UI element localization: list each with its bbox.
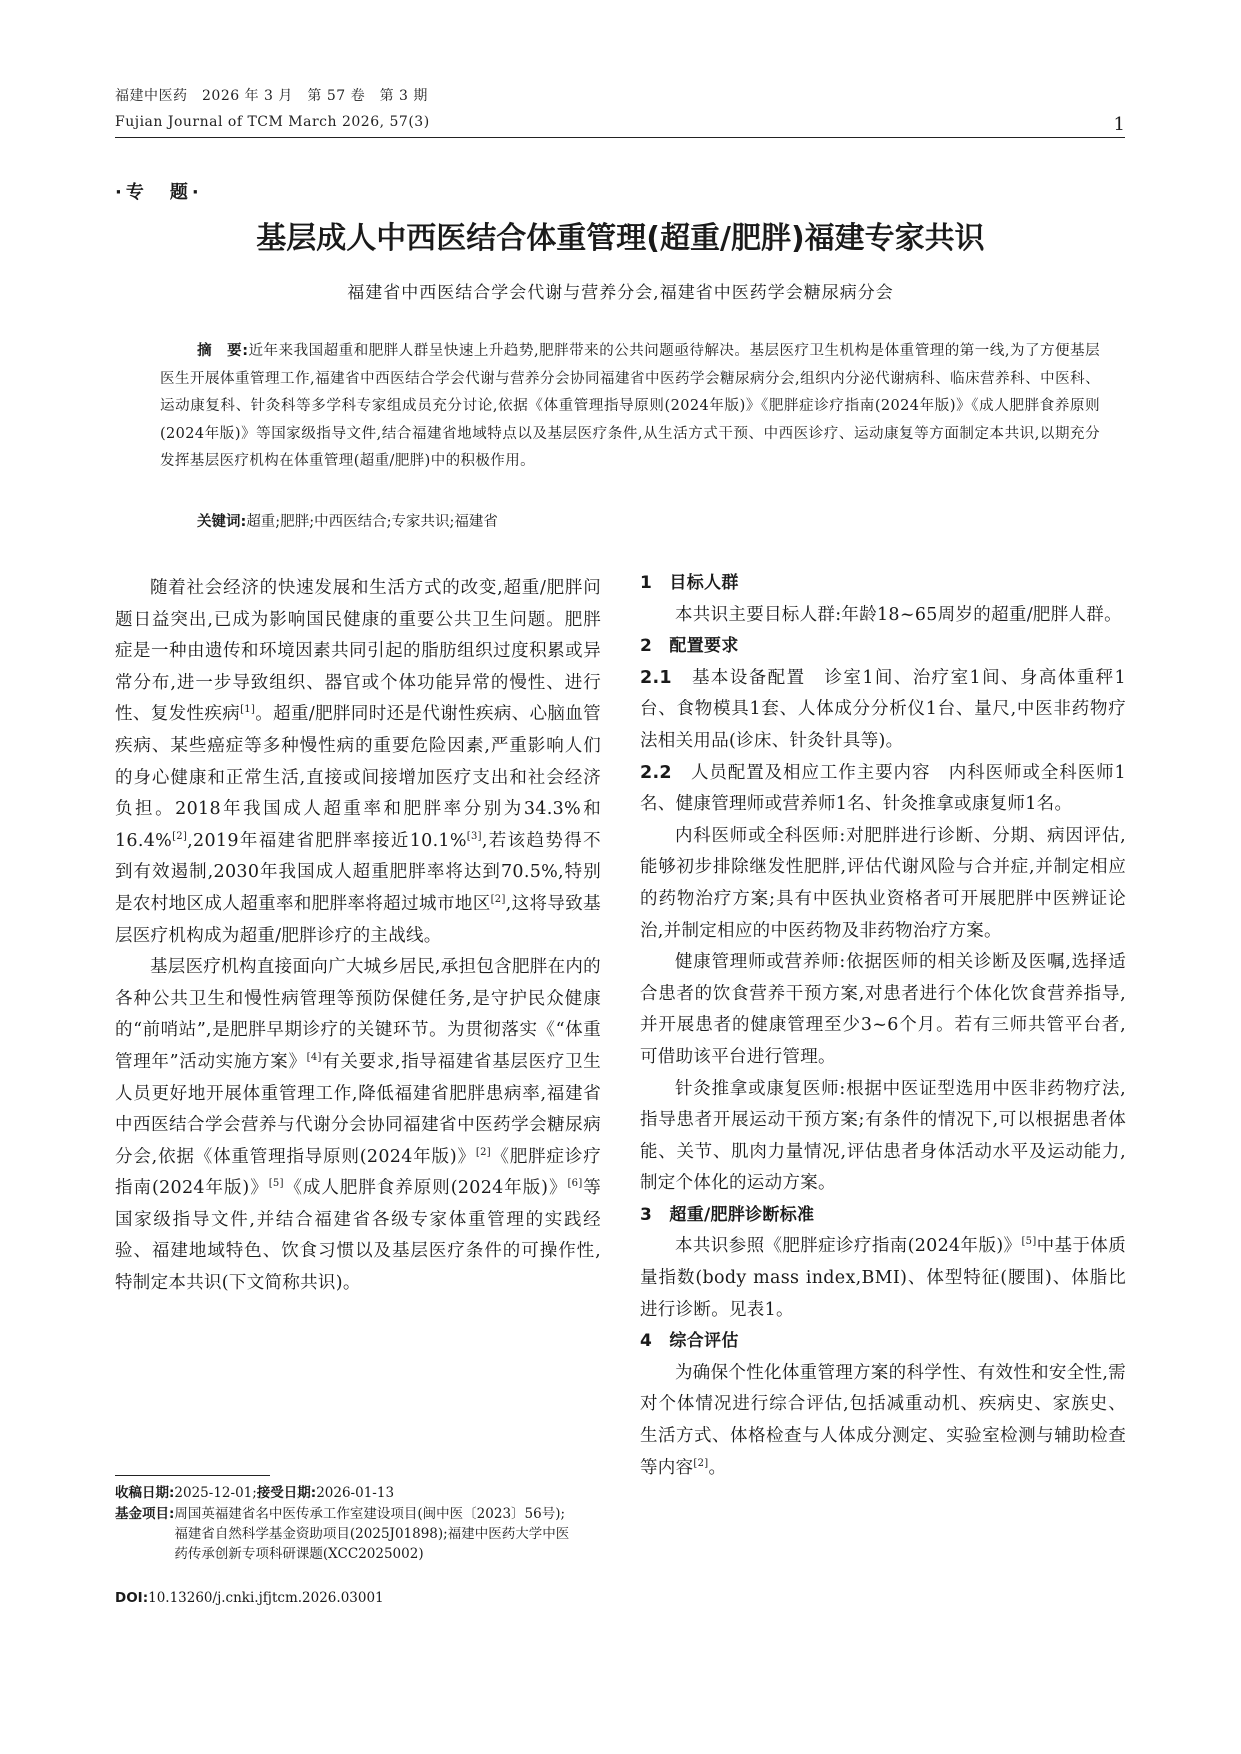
page-number: 1 (1113, 114, 1125, 135)
citation: [5] (1021, 1236, 1037, 1248)
author-affiliation: 福建省中西医结合学会代谢与营养分会,福建省中医药学会糖尿病分会 (347, 283, 894, 303)
section-tag: ·专 题· (115, 182, 203, 203)
citation: [4] (306, 1052, 322, 1064)
section-2-heading: 2 配置要求 (640, 636, 739, 657)
p2-text-b: 有关要求,指导福建省基层医疗卫生人员更好地开展体重管理工作,降低福建省肥胖患病率,福建省中西医结合学会营养与代谢分会协同福建省中医药学会糖尿病分会,依据《体重管理指导原则(2024年版)》 (115, 1051, 601, 1167)
citation: [2] (693, 1457, 709, 1469)
doi-line (115, 1588, 601, 1608)
doi-label: DOI: (115, 1590, 149, 1606)
accepted-label: 接受日期: (256, 1485, 317, 1501)
p1-text-b: 。超重/肥胖同时还是代谢性疾病、心脑血管疾病、某些癌症等多种慢性病的重要危险因素,严重影响人们的身心健康和正常生活,直接或间接增加医疗支出和社会经济负担。2018年我国成人超重率和肥胖率分别为34.3%和16.4% (115, 704, 601, 851)
p1-text-e: ,这将导致基层医疗机构成为超重/肥胖诊疗的主战线。 (115, 893, 601, 946)
p2-text-e: 等国家级指导文件,并结合福建省各级专家体重管理的实践经验、福建地域特色、饮食习惯以及基层医疗条件的可操作性,特制定本共识(下文简称共识)。 (115, 1178, 602, 1294)
section-2-2-number: 2.2 (640, 762, 672, 783)
citation: [2] (490, 894, 506, 906)
p1-text-c: ,2019年福建省肥胖率接近10.1% (187, 830, 467, 851)
section-2-1 (640, 663, 1126, 758)
section-2-1-title: 基本设备配置 (691, 667, 806, 688)
funding (115, 1504, 601, 1564)
article-title: 基层成人中西医结合体重管理(超重/肥胖)福建专家共识 (256, 221, 985, 256)
accepted-date: 2026-01-13 (316, 1485, 395, 1501)
abstract (160, 338, 1100, 476)
s4-text-b: 。 (708, 1457, 727, 1478)
physician-duties: 内科医师或全科医师:对肥胖进行诊断、分期、病因评估,能够初步排除继发性肥胖,评估代谢风险与合并症,并制定相应的药物治疗方案;具有中医执业资格者可开展肥胖中医辨证论治,并制定相应的中医药物及非药物治疗方案。 (640, 825, 1126, 941)
section-2-2-text: 内科医师或全科医师1名、健康管理师或营养师1名、针灸推拿或康复师1名。 (640, 762, 1126, 815)
acupuncture-duties: 针灸推拿或康复医师:根据中医证型选用中医非药物疗法,指导患者开展运动干预方案;有条件的情况下,可以根据患者体能、关节、肌肉力量情况,评估患者身体活动水平及运动能力,制定个体化的运动方案。 (640, 1078, 1126, 1194)
citation: [5] (268, 1178, 284, 1190)
s3-text-a: 本共识参照《肥胖症诊疗指南(2024年版)》 (675, 1236, 1022, 1257)
p2-text-c: 《肥胖症诊疗指南(2024年版)》 (115, 1146, 601, 1199)
left-column (115, 573, 601, 1300)
keywords-text: 超重;肥胖;中西医结合;专家共识;福建省 (246, 514, 498, 530)
abstract-text: 近年来我国超重和肥胖人群呈快速上升趋势,肥胖带来的公共问题亟待解决。基层医疗卫生机构是体重管理的第一线,为了方便基层医生开展体重管理工作,福建省中西医结合学会代谢与营养分会协同福建省中医药学会糖尿病分会,组织内分泌代谢病科、临床营养科、中医科、运动康复科、针灸科等多学科专家组成员充分讨论,依据《体重管理指导原则(2024年版)》《肥胖症诊疗指南(2024年版)》《成人肥胖食养原则(2024年版)》等国家级指导文件,结合福建省地域特点以及基层医疗条件,从生活方式干预、中西医诊疗、运动康复等方面制定本共识,以期充分发挥基层医疗机构在体重管理(超重/肥胖)中的积极作用。 (160, 343, 1100, 469)
journal-header-en: Fujian Journal of TCM March 2026, 57(3) (115, 114, 430, 130)
s3-text-b: 中基于体质量指数(body mass index,BMI)、体型特征(腰围)、体脂比进行诊断。见表1。 (640, 1236, 1126, 1320)
footnote-rule (115, 1475, 270, 1476)
citation: [1] (240, 704, 256, 716)
p1-text-d: ,若该趋势得不到有效遏制,2030年我国成人超重肥胖率将达到70.5%,特别是农村地区成人超重率和肥胖率将超过城市地区 (115, 830, 601, 914)
p2-text-d: 《成人肥胖食养原则(2024年版)》 (283, 1178, 568, 1199)
p2-text-a: 基层医疗机构直接面向广大城乡居民,承担包含肥胖在内的各种公共卫生和慢性病管理等预防保健任务,是守护民众健康的“前哨站”,是肥胖早期诊疗的关键环节。为贯彻落实《“体重管理年”活动实施方案》 (115, 957, 601, 1072)
funding-label: 基金项目: (115, 1506, 175, 1522)
journal-header-cn: 福建中医药 2026 年 3 月 第 57 卷 第 3 期 (115, 88, 428, 104)
section-2-1-text: 诊室1间、治疗室1间、身高体重秤1台、食物模具1套、人体成分分析仪1台、量尺,中医非药物疗法相关用品(诊床、针灸针具等)。 (640, 667, 1126, 751)
header-rule (115, 137, 1125, 138)
funding-text: 周国英福建省名中医传承工作室建设项目(闽中医〔2023〕56号);福建省自然科学基金资助项目(2025J01898);福建中医药大学中医药传承创新专项科研课题(XCC2025002) (174, 1506, 570, 1562)
citation: [2] (172, 830, 188, 842)
citation: [3] (466, 830, 482, 842)
section-1-heading: 1 目标人群 (640, 573, 739, 593)
section-1-text: 本共识主要目标人群:年龄18~65周岁的超重/肥胖人群。 (675, 604, 1122, 625)
intro-paragraph-1 (115, 573, 601, 952)
section-2-2-title: 人员配置及相应工作主要内容 (690, 762, 931, 783)
section-3-heading: 3 超重/肥胖诊断标准 (640, 1204, 815, 1225)
section-3-text (640, 1231, 1126, 1326)
citation: [6] (567, 1178, 583, 1190)
s4-text-a: 为确保个性化体重管理方案的科学性、有效性和安全性,需对个体情况进行综合评估,包括减重动机、疾病史、家族史、生活方式、体格检查与人体成分测定、实验室检测与辅助检查等内容 (640, 1362, 1126, 1478)
keywords-label: 关键词: (197, 514, 247, 530)
section-2-2 (640, 758, 1126, 821)
doi-link[interactable]: 10.13260/j.cnki.jfjtcm.2026.03001 (148, 1590, 384, 1606)
intro-paragraph-2 (115, 952, 601, 1300)
citation: [2] (475, 1146, 491, 1158)
section-2-1-number: 2.1 (640, 667, 672, 688)
p1-text-a: 随着社会经济的快速发展和生活方式的改变,超重/肥胖问题日益突出,已成为影响国民健康的重要公共卫生问题。肥胖症是一种由遗传和环境因素共同引起的脂肪组织过度积累或异常分布,进一步导致组织、器官或个体功能异常的慢性、进行性、复发性疾病 (115, 578, 601, 725)
received-dates (115, 1483, 601, 1503)
section-4-heading: 4 综合评估 (640, 1331, 739, 1352)
received-label: 收稿日期: (115, 1485, 175, 1501)
section-4-text (640, 1358, 1126, 1484)
received-date: 2025-12-01; (174, 1485, 257, 1501)
health-manager-duties: 健康管理师或营养师:依据医师的相关诊断及医嘱,选择适合患者的饮食营养干预方案,对患者进行个体化饮食营养指导,并开展患者的健康管理至少3~6个月。若有三师共管平台者,可借助该平台进行管理。 (640, 952, 1126, 1067)
keywords (197, 510, 1097, 534)
right-column (640, 568, 1126, 1484)
abstract-label: 摘 要: (197, 343, 249, 359)
